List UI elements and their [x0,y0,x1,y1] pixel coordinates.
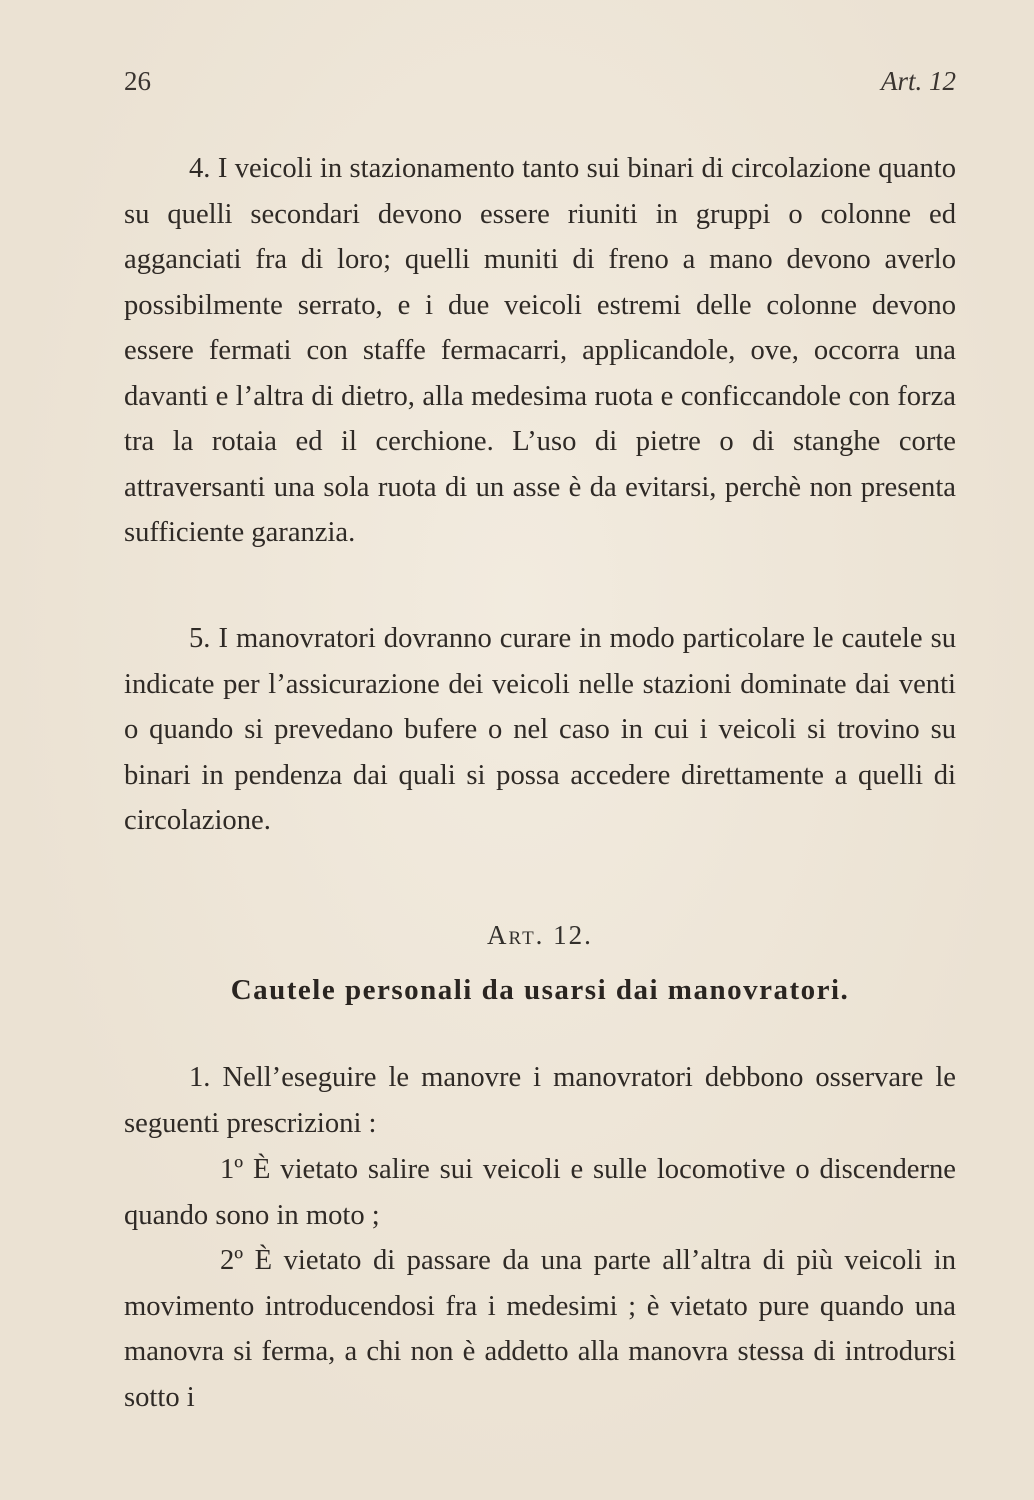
prescription-item-1: 1º È vietato salire sui veicoli e sulle locomotive o discenderne quando sono in moto ; [124,1154,956,1231]
page-number: 26 [124,66,151,96]
paragraph-block [124,146,956,556]
article-title: Cautele personali da usarsi dai manovratori. [230,974,850,1006]
page-header [124,66,956,102]
article-heading: Art. 12. [487,920,593,950]
paragraph-5: 5. I manovratori dovranno curare in modo particolare le cautele su indicate per l’assicurazione dei veicoli nelle stazioni dominate dai venti o quando si prevedano bufere o nel caso in cui i veicoli si trovino su binari in pendenza dai quali si possa accedere direttamente a quelli di circolazione. [124,623,956,836]
paragraph-block [124,1238,956,1420]
paragraph-block [124,616,956,844]
prescription-item-2: 2º È vietato di passare da una parte all’altra di più veicoli in movimento introducendosi fra i medesimi ; è vietato pure quando una manovra si ferma, a chi non è addetto alla manovra stessa di introdursi sotto i [124,1245,956,1413]
paragraph-block [124,1147,956,1238]
running-head: Art. 12 [880,66,956,96]
paragraph-4: 4. I veicoli in stazionamento tanto sui binari di circolazione quanto su quelli secondari devono essere riuniti in gruppi o colonne ed agganciati fra di loro; quelli muniti di freno a mano devono averlo possibilmente serrato, e i due veicoli estremi delle colonne devono essere fermati con staffe fermacarri, applicandole, ove, occorra una davanti e l’altra di dietro, alla medesima ruota e conficcandole con forza tra la rotaia ed il cerchione. L’uso di pietre o di stanghe corte attraversanti una sola ruota di un asse è da evitarsi, perchè non presenta sufficiente garanzia. [124,153,956,548]
article-paragraph-1: 1. Nell’eseguire le manovre i manovratori debbono osservare le seguenti prescrizioni : [124,1062,956,1139]
paragraph-block [124,1055,956,1146]
